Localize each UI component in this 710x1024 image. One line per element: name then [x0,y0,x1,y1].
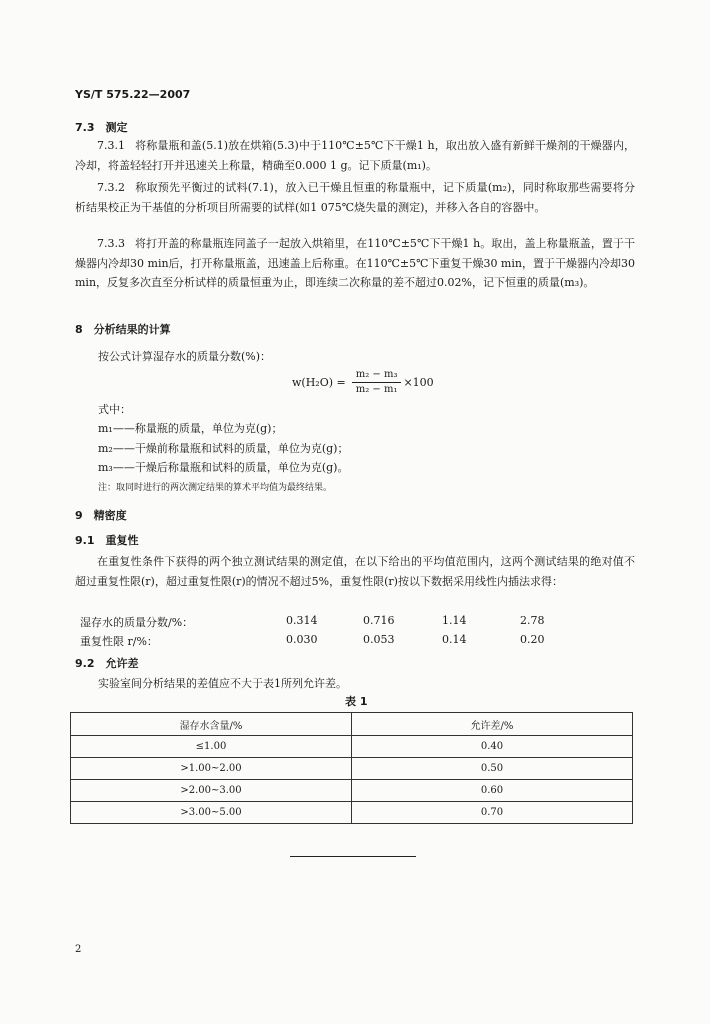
section-8-heading: 8 分析结果的计算 [75,323,171,336]
variable-m3: m₃——干燥后称量瓶和试料的质量，单位为克(g)。 [98,461,349,474]
precision-value: 0.20 [520,633,545,646]
table-row [71,802,633,824]
table-cell: 0.70 [352,802,633,824]
clause-7-3-3 [75,234,635,293]
table-cell: 0.40 [352,736,633,758]
tolerance-text: 实验室间分析结果的差值应不大于表1所列允许差。 [98,677,347,690]
clause-7-3-2 [75,178,635,217]
clause-7-3-2-number: 7.3.2 [97,181,125,194]
formula-lhs: w(H₂O) = [292,376,346,389]
formula-where: 式中： [98,403,131,416]
precision-value: 0.716 [363,614,395,627]
table-header-cell: 湿存水含量/% [71,713,352,736]
table-row [71,758,633,780]
table-cell: ≤1.00 [71,736,352,758]
clause-7-3-3-text: 将打开盖的称量瓶连同盖子一起放入烘箱里，在110℃±5℃下干燥1 h。取出，盖上称量瓶盖，置于干燥器内冷却30 min后，打开称量瓶盖，迅速盖上后称重。在110℃±5℃下重复干燥30 min，置于干燥器内冷却30 min，反复多次直至分析试样的质量恒重为止，即连续二次称量的差不超过0.02%，记下恒重的质量(m₃)。 [75,237,635,289]
precision-value: 2.78 [520,614,545,627]
table-header-cell: 允许差/% [352,713,633,736]
clause-7-3-1 [75,136,635,175]
page-number: 2 [75,944,82,955]
variable-m2: m₂——干燥前称量瓶和试料的质量，单位为克(g)； [98,442,349,455]
precision-value: 0.053 [363,633,395,646]
standard-code: YS/T 575.22—2007 [75,88,191,101]
precision-value: 1.14 [442,614,467,627]
precision-value: 0.030 [286,633,318,646]
precision-row-limit-label: 重复性限 r/%： [80,635,158,648]
formula-tail: ×100 [403,376,434,389]
table-cell: >1.00~2.00 [71,758,352,780]
table-row [71,780,633,802]
end-rule [290,856,416,857]
table-title: 表 1 [345,695,368,708]
section-9-2-heading: 9.2 允许差 [75,657,139,670]
calculation-note: 注：取同时进行的两次测定结果的算术平均值为最终结果。 [98,483,333,493]
section-9-heading: 9 精密度 [75,509,127,522]
section-7-3-heading: 7.3 测定 [75,121,128,134]
table-cell: >3.00~5.00 [71,802,352,824]
precision-row-limit [80,633,660,651]
formula-denominator: m₂ − m₁ [355,384,398,395]
tolerance-table [70,712,633,824]
table-cell: 0.60 [352,780,633,802]
precision-row-content [80,614,660,632]
clause-7-3-3-number: 7.3.3 [97,237,125,250]
clause-7-3-1-number: 7.3.1 [97,139,125,152]
formula-intro: 按公式计算湿存水的质量分数(%)： [98,350,272,363]
table-header-row [71,713,633,736]
formula-fraction [352,368,402,397]
clause-7-3-1-text: 将称量瓶和盖(5.1)放在烘箱(5.3)中于110℃±5℃下干燥1 h，取出放入盛有新鲜干燥剂的干燥器内，冷却，将盖轻轻打开并迅速关上称量，精确至0.000 1 g。记下质量(m₁)。 [75,139,635,172]
precision-value: 0.314 [286,614,318,627]
section-9-1-heading: 9.1 重复性 [75,534,139,547]
repeatability-text: 在重复性条件下获得的两个独立测试结果的测定值，在以下给出的平均值范围内，这两个测试结果的绝对值不超过重复性限(r)，超过重复性限(r)的情况不超过5%，重复性限(r)按以下数据采用线性内插法求得： [75,555,635,588]
clause-7-3-2-text: 称取预先平衡过的试料(7.1)，放入已干燥且恒重的称量瓶中，记下质量(m₂)，同时称取那些需要将分析结果校正为干基值的分析项目所需要的试样(如1 075℃烧失量的测定)，并移入各自的容器中。 [75,181,635,214]
formula-numerator: m₂ − m₃ [352,368,402,383]
table-cell: >2.00~3.00 [71,780,352,802]
precision-value: 0.14 [442,633,467,646]
formula [292,368,434,397]
variable-m1: m₁——称量瓶的质量，单位为克(g)； [98,422,283,435]
table-row [71,736,633,758]
precision-row-content-label: 湿存水的质量分数/%： [80,616,194,629]
table-cell: 0.50 [352,758,633,780]
